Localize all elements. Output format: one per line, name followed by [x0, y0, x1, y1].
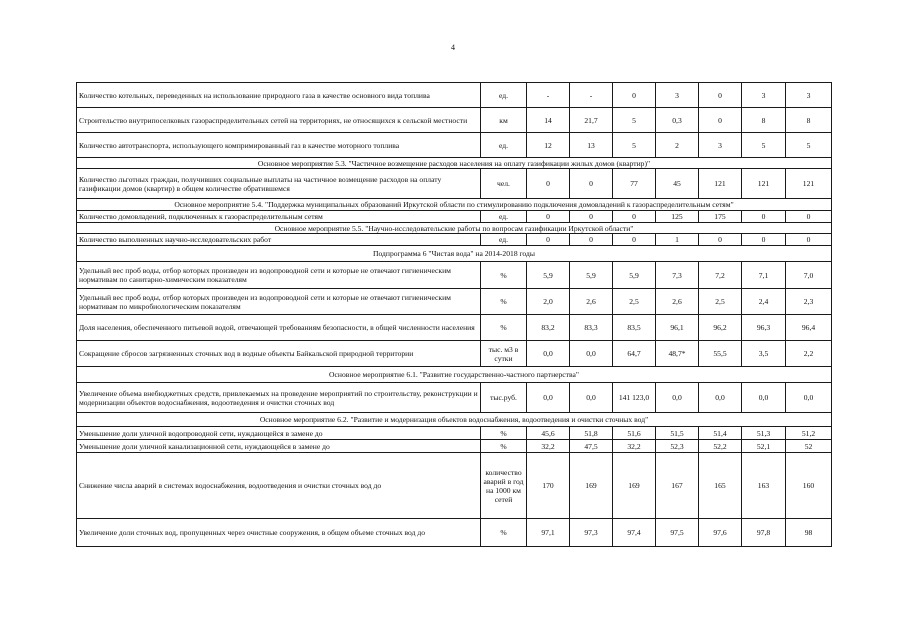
table-row	[77, 519, 832, 547]
section-title: Основное мероприятие 6.2. "Развитие и модернизация объектов водоснабжения, водоотведения и очистки сточных вод"	[77, 413, 832, 427]
value-cell: 121	[699, 169, 742, 199]
indicator-name: Увеличение объема внебюджетных средств, привлекаемых на проведение мероприятий по строительству, реконструкции и модернизации объектов водоснабжения, водоотведения и очистки сточных вод	[77, 383, 481, 413]
section-title: Подпрограмма 6 "Чистая вода" на 2014-2018 годы	[77, 246, 832, 262]
value-cell: 3	[699, 133, 742, 158]
value-cell: 3	[786, 83, 832, 108]
value-cell: 51,4	[699, 427, 742, 440]
unit-cell: %	[481, 289, 527, 315]
value-cell: 13	[570, 133, 613, 158]
value-cell: 97,5	[656, 519, 699, 547]
table-row	[77, 262, 832, 289]
section-header-row	[77, 199, 832, 211]
value-cell: 163	[742, 453, 786, 519]
value-cell: 96,3	[742, 315, 786, 341]
value-cell: 3,5	[742, 341, 786, 367]
indicator-name: Уменьшение доли уличной канализационной сети, нуждающейся в замене до	[77, 440, 481, 453]
value-cell: 51,3	[742, 427, 786, 440]
value-cell: 52	[786, 440, 832, 453]
value-cell: 0,0	[527, 341, 570, 367]
value-cell: 5	[613, 108, 656, 133]
value-cell: 5	[786, 133, 832, 158]
value-cell: 12	[527, 133, 570, 158]
table-row	[77, 440, 832, 453]
value-cell: 121	[742, 169, 786, 199]
unit-cell: %	[481, 427, 527, 440]
value-cell: 52,2	[699, 440, 742, 453]
unit-cell: ед.	[481, 211, 527, 223]
table-row	[77, 453, 832, 519]
value-cell: 0,0	[527, 383, 570, 413]
value-cell: 45,6	[527, 427, 570, 440]
value-cell: 0,0	[699, 383, 742, 413]
value-cell: 5,9	[527, 262, 570, 289]
value-cell: 2,6	[656, 289, 699, 315]
section-header-row	[77, 158, 832, 169]
value-cell: 0,3	[656, 108, 699, 133]
value-cell: 2,4	[742, 289, 786, 315]
indicator-name: Количество котельных, переведенных на использование природного газа в качестве основного вида топлива	[77, 83, 481, 108]
value-cell: 0	[613, 211, 656, 223]
value-cell: 5	[742, 133, 786, 158]
section-header-row	[77, 223, 832, 234]
indicator-name: Количество выполненных научно-исследовательских работ	[77, 234, 481, 246]
value-cell: 141 123,0	[613, 383, 656, 413]
value-cell: 169	[570, 453, 613, 519]
value-cell: 167	[656, 453, 699, 519]
value-cell: 0	[527, 169, 570, 199]
section-header-row	[77, 246, 832, 262]
table-row	[77, 83, 832, 108]
value-cell: 51,5	[656, 427, 699, 440]
table-row	[77, 211, 832, 223]
table-row	[77, 108, 832, 133]
value-cell: 2,3	[786, 289, 832, 315]
value-cell: 7,0	[786, 262, 832, 289]
unit-cell: %	[481, 519, 527, 547]
value-cell: 0	[699, 108, 742, 133]
unit-cell: ед.	[481, 234, 527, 246]
table-row	[77, 315, 832, 341]
indicator-name: Строительство внутрипоселковых газораспределительных сетей на территориях, не относящихся к сельской местности	[77, 108, 481, 133]
value-cell: 8	[742, 108, 786, 133]
value-cell: 0	[527, 211, 570, 223]
value-cell: 169	[613, 453, 656, 519]
indicator-name: Удельный вес проб воды, отбор которых произведен из водопроводной сети и которые не отвечают гигиеническим нормативам по микробиологическим показателям	[77, 289, 481, 315]
section-title: Основное мероприятие 5.5. "Научно-исследовательские работы по вопросам газификации Иркутской области"	[77, 223, 832, 234]
table-row	[77, 289, 832, 315]
value-cell: 0,0	[742, 383, 786, 413]
value-cell: 96,1	[656, 315, 699, 341]
value-cell: 52,3	[656, 440, 699, 453]
value-cell: 0	[699, 234, 742, 246]
value-cell: 97,4	[613, 519, 656, 547]
value-cell: 0	[786, 234, 832, 246]
value-cell: 0	[570, 234, 613, 246]
table-row	[77, 383, 832, 413]
indicator-name: Количество домовладений, подключенных к газораспределительным сетям	[77, 211, 481, 223]
value-cell: -	[570, 83, 613, 108]
indicator-name: Сокращение сбросов загрязненных сточных вод в водные объекты Байкальской природной территории	[77, 341, 481, 367]
value-cell: 175	[699, 211, 742, 223]
value-cell: 165	[699, 453, 742, 519]
value-cell: 32,2	[613, 440, 656, 453]
value-cell: 51,6	[613, 427, 656, 440]
value-cell: 64,7	[613, 341, 656, 367]
value-cell: 125	[656, 211, 699, 223]
value-cell: 14	[527, 108, 570, 133]
indicators-table	[76, 82, 832, 547]
value-cell: 2,5	[699, 289, 742, 315]
value-cell: 3	[742, 83, 786, 108]
value-cell: 96,4	[786, 315, 832, 341]
value-cell: 8	[786, 108, 832, 133]
value-cell: 51,8	[570, 427, 613, 440]
value-cell: 47,5	[570, 440, 613, 453]
value-cell: 97,6	[699, 519, 742, 547]
value-cell: 2,6	[570, 289, 613, 315]
value-cell: 0	[786, 211, 832, 223]
value-cell: 77	[613, 169, 656, 199]
value-cell: 48,7*	[656, 341, 699, 367]
section-title: Основное мероприятие 5.4. "Поддержка муниципальных образований Иркутской области по стимулированию подключения домовладений к газораспределительным сетям"	[77, 199, 832, 211]
value-cell: 3	[656, 83, 699, 108]
value-cell: 0	[570, 169, 613, 199]
indicator-name: Количество льготных граждан, получивших социальные выплаты на частичное возмещение расходов на оплату газификации домов (квартир) в общем количестве обратившемся	[77, 169, 481, 199]
value-cell: -	[527, 83, 570, 108]
page-number: 4	[451, 43, 455, 52]
value-cell: 0	[742, 211, 786, 223]
value-cell: 1	[656, 234, 699, 246]
indicator-name: Количество автотранспорта, использующего компримированный газ в качестве моторного топлива	[77, 133, 481, 158]
indicator-name: Уменьшение доли уличной водопроводной сети, нуждающейся в замене до	[77, 427, 481, 440]
value-cell: 52,1	[742, 440, 786, 453]
unit-cell: %	[481, 262, 527, 289]
value-cell: 0	[570, 211, 613, 223]
section-title: Основное мероприятие 5.3. "Частичное возмещение расходов населения на оплату газификации жилых домов (квартир)"	[77, 158, 832, 169]
table-row	[77, 341, 832, 367]
value-cell: 96,2	[699, 315, 742, 341]
value-cell: 0,0	[656, 383, 699, 413]
value-cell: 121	[786, 169, 832, 199]
value-cell: 0	[527, 234, 570, 246]
indicator-name: Доля населения, обеспеченного питьевой водой, отвечающей требованиям безопасности, в общей численности населения	[77, 315, 481, 341]
value-cell: 160	[786, 453, 832, 519]
value-cell: 0	[613, 83, 656, 108]
table-row	[77, 169, 832, 199]
value-cell: 0,0	[786, 383, 832, 413]
value-cell: 5,9	[613, 262, 656, 289]
value-cell: 83,3	[570, 315, 613, 341]
table-row	[77, 133, 832, 158]
value-cell: 0,0	[570, 341, 613, 367]
value-cell: 2,0	[527, 289, 570, 315]
value-cell: 97,8	[742, 519, 786, 547]
unit-cell: %	[481, 315, 527, 341]
value-cell: 21,7	[570, 108, 613, 133]
value-cell: 2	[656, 133, 699, 158]
value-cell: 0,0	[570, 383, 613, 413]
unit-cell: %	[481, 440, 527, 453]
unit-cell: ед.	[481, 133, 527, 158]
indicator-name: Увеличение доли сточных вод, пропущенных через очистные сооружения, в общем объеме сточных вод до	[77, 519, 481, 547]
value-cell: 83,2	[527, 315, 570, 341]
section-header-row	[77, 413, 832, 427]
unit-cell: тыс.руб.	[481, 383, 527, 413]
unit-cell: тыс. м3 в сутки	[481, 341, 527, 367]
unit-cell: ед.	[481, 83, 527, 108]
value-cell: 97,1	[527, 519, 570, 547]
value-cell: 32,2	[527, 440, 570, 453]
value-cell: 170	[527, 453, 570, 519]
unit-cell: количество аварий в год на 1000 км сетей	[481, 453, 527, 519]
indicator-name: Удельный вес проб воды, отбор которых произведен из водопроводной сети и которые не отвечают гигиеническим нормативам по санитарно-химическим показателям	[77, 262, 481, 289]
value-cell: 83,5	[613, 315, 656, 341]
value-cell: 2,5	[613, 289, 656, 315]
value-cell: 98	[786, 519, 832, 547]
value-cell: 5,9	[570, 262, 613, 289]
value-cell: 0	[699, 83, 742, 108]
section-header-row	[77, 367, 832, 383]
table-row	[77, 427, 832, 440]
value-cell: 5	[613, 133, 656, 158]
value-cell: 55,5	[699, 341, 742, 367]
table-row	[77, 234, 832, 246]
section-title: Основное мероприятие 6.1. "Развитие государственно-частного партнерства"	[77, 367, 832, 383]
unit-cell: чел.	[481, 169, 527, 199]
value-cell: 0	[613, 234, 656, 246]
value-cell: 2,2	[786, 341, 832, 367]
indicator-name: Снижение числа аварий в системах водоснабжения, водоотведения и очистки сточных вод до	[77, 453, 481, 519]
value-cell: 97,3	[570, 519, 613, 547]
value-cell: 45	[656, 169, 699, 199]
value-cell: 51,2	[786, 427, 832, 440]
value-cell: 7,3	[656, 262, 699, 289]
unit-cell: км	[481, 108, 527, 133]
value-cell: 0	[742, 234, 786, 246]
value-cell: 7,1	[742, 262, 786, 289]
value-cell: 7,2	[699, 262, 742, 289]
